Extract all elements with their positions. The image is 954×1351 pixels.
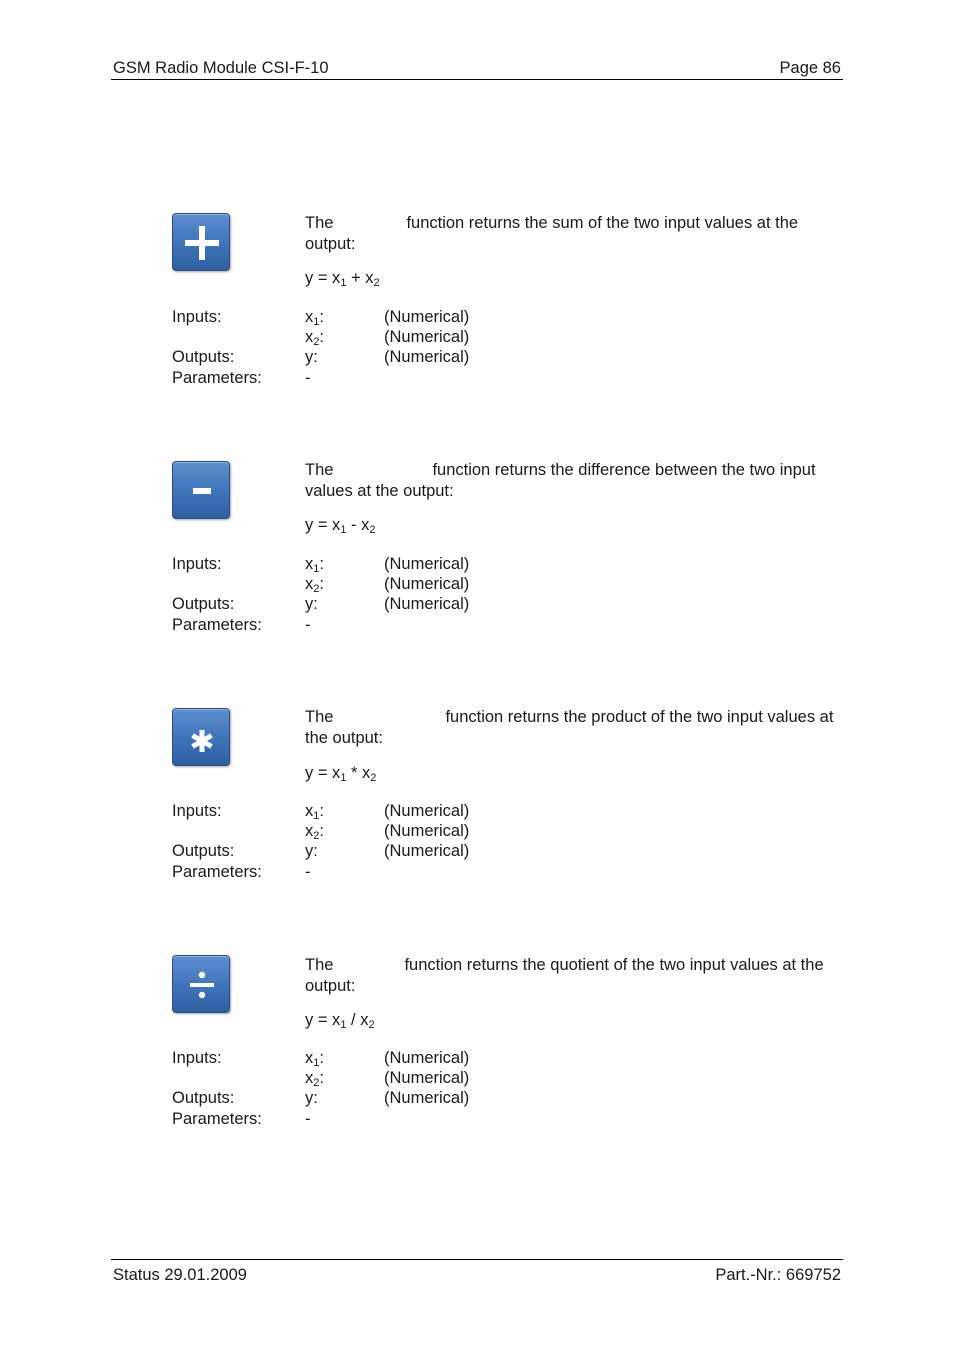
plus-icon — [172, 213, 230, 271]
page-footer — [111, 1259, 843, 1285]
divide-icon — [172, 955, 230, 1013]
multiplication-description: The function returns the product of the two input values at the output: — [305, 708, 834, 747]
subtraction-block: The function returns the difference between the two input values at the output: $y = x_1 - x_2$ Inputs: $x_1$: (Numerical) $x_2$: (Numerical) Outputs: y: (Numerical) Parameters: - — [172, 461, 842, 661]
division-block: The function returns the quotient of the two input values at the output: $y = x_1 / x_2$ Inputs: $x_1$: (Numerical) $x_2$: (Numerical) Outputs: y: (Numerical) Parameters: - — [172, 955, 842, 1155]
page-header — [111, 56, 843, 80]
addition-description: The function returns the sum of the two input values at the output: — [305, 214, 799, 253]
addition-block: The function returns the sum of the two input values at the output: $y = x_1 + x_2$ Inputs: $x_1$: (Numerical) $x_2$: (Numerical) Outputs: y: (Numerical) Parameters: - — [172, 213, 842, 413]
status-date: Status 29.01.2009 — [113, 1266, 247, 1284]
minus-icon — [172, 461, 230, 519]
subtraction-formula: $y = x_1 - x_2$ — [305, 516, 376, 536]
multiplication-formula: $y = x_1 * x_2$ — [305, 764, 377, 784]
document-title: GSM Radio Module CSI-F-10 — [113, 59, 329, 77]
addition-formula: $y = x_1 + x_2$ — [305, 269, 380, 289]
subtraction-description: The function returns the difference between the two input values at the output: — [305, 461, 816, 500]
part-number: Part.-Nr.: 669752 — [715, 1266, 841, 1284]
multiplication-block: The function returns the product of the two input values at the output: $y = x_1 * x_2$ Inputs: $x_1$: (Numerical) $x_2$: (Numerical) Outputs: y: (Numerical) Parameters: - — [172, 708, 834, 881]
page-number: Page 86 — [779, 59, 841, 77]
division-formula: $y = x_1 / x_2$ — [305, 1011, 375, 1031]
division-description: The function returns the quotient of the two input values at the output: — [305, 956, 824, 995]
asterisk-icon — [172, 708, 230, 766]
